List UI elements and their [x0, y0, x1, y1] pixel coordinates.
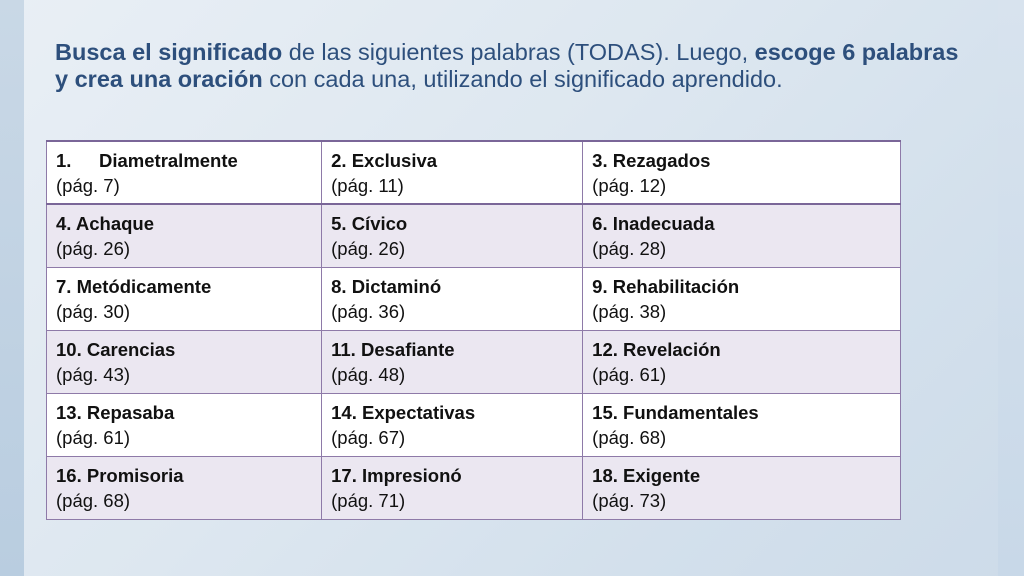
table-row	[47, 268, 901, 331]
word-label: 13. Repasaba	[56, 402, 175, 423]
title-bold-1: Busca el significado	[55, 39, 283, 65]
table-row	[47, 457, 901, 520]
table-cell	[583, 204, 901, 268]
word-label: 2. Exclusiva	[331, 150, 438, 171]
page-reference: (pág. 28)	[592, 238, 667, 259]
page-reference: (pág. 11)	[331, 175, 404, 196]
table-cell	[322, 141, 583, 204]
table-cell	[47, 268, 322, 331]
page-reference: (pág. 12)	[592, 175, 667, 196]
word-label: 16. Promisoria	[56, 465, 184, 486]
page-reference: (pág. 67)	[331, 427, 406, 448]
word-label: 18. Exigente	[592, 465, 701, 486]
right-background-stripe	[998, 0, 1024, 576]
title-bold-3: escoge 6 palabras y crea una oración	[55, 39, 959, 92]
page-reference: (pág. 61)	[56, 427, 131, 448]
page-reference: (pág. 26)	[331, 238, 406, 259]
page-reference: (pág. 73)	[592, 490, 667, 511]
table-cell	[322, 394, 583, 457]
word-label: 10. Carencias	[56, 339, 176, 360]
page-reference: (pág. 7)	[56, 175, 120, 196]
page-reference: (pág. 68)	[56, 490, 131, 511]
table-cell	[322, 268, 583, 331]
page-reference: (pág. 71)	[331, 490, 406, 511]
table-cell	[322, 331, 583, 394]
table-cell	[47, 141, 322, 204]
word-label: 4. Achaque	[56, 213, 155, 234]
title-text-2: de las siguientes palabras (TODAS). Luego,	[282, 39, 755, 65]
page-reference: (pág. 26)	[56, 238, 131, 259]
word-label: 9. Rehabilitación	[592, 276, 740, 297]
table-cell	[583, 457, 901, 520]
table-cell	[583, 331, 901, 394]
table-cell	[47, 204, 322, 268]
page-reference: (pág. 68)	[592, 427, 667, 448]
table-row	[47, 394, 901, 457]
word-label: 8. Dictaminó	[331, 276, 442, 297]
left-background-stripe	[0, 0, 24, 576]
word-text: Diametralmente	[99, 150, 238, 171]
table-row	[47, 204, 901, 268]
page-reference: (pág. 61)	[592, 364, 667, 385]
word-label: 15. Fundamentales	[592, 402, 759, 423]
table-cell	[47, 394, 322, 457]
table-cell	[322, 204, 583, 268]
word-number: 1.	[56, 150, 72, 171]
page-reference: (pág. 43)	[56, 364, 131, 385]
word-label	[56, 148, 312, 173]
vocabulary-table	[46, 140, 901, 520]
word-label: 11. Desafiante	[331, 339, 455, 360]
word-label: 12. Revelación	[592, 339, 721, 360]
word-label: 5. Cívico	[331, 213, 408, 234]
table-row	[47, 331, 901, 394]
table-cell	[322, 457, 583, 520]
table-cell	[583, 141, 901, 204]
page-reference: (pág. 36)	[331, 301, 406, 322]
table-cell	[583, 394, 901, 457]
word-label: 6. Inadecuada	[592, 213, 715, 234]
page-reference: (pág. 30)	[56, 301, 131, 322]
word-label: 3. Rezagados	[592, 150, 711, 171]
instruction-title	[55, 39, 975, 93]
page-reference: (pág. 48)	[331, 364, 406, 385]
word-label: 7. Metódicamente	[56, 276, 212, 297]
table-cell	[583, 268, 901, 331]
table-cell	[47, 457, 322, 520]
word-label: 17. Impresionó	[331, 465, 462, 486]
table-cell	[47, 331, 322, 394]
title-text-4: con cada una, utilizando el significado aprendido.	[262, 66, 783, 92]
word-label: 14. Expectativas	[331, 402, 476, 423]
page-reference: (pág. 38)	[592, 301, 667, 322]
table-row	[47, 141, 901, 204]
